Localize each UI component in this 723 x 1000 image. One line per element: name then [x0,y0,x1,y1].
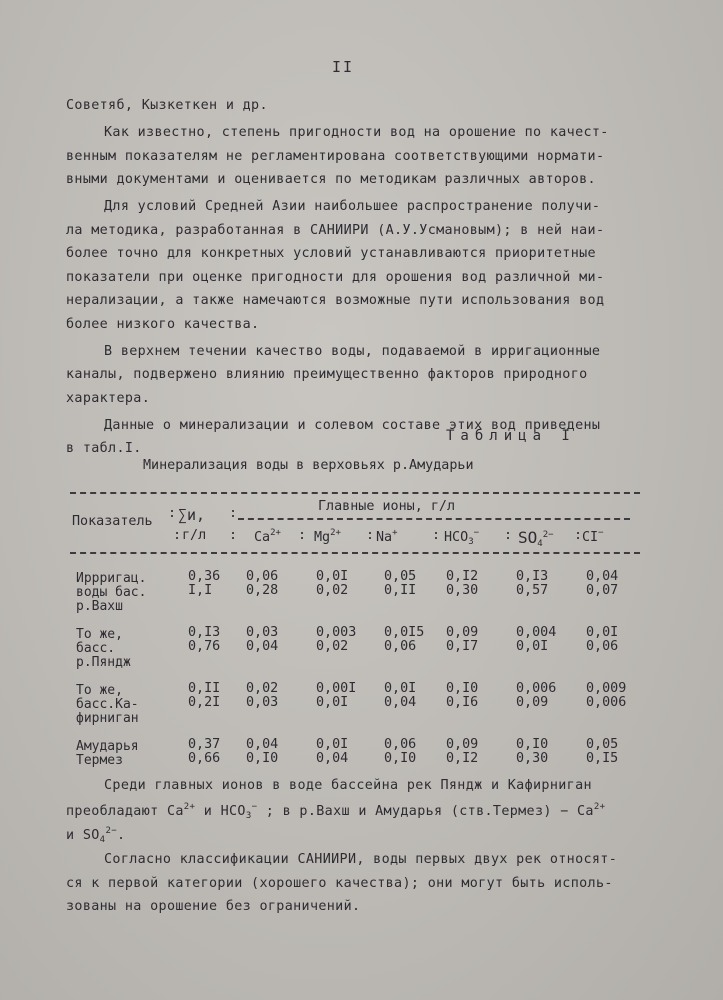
header-separator: : [229,528,238,543]
table-cell-mg: 0,0I 0,04 [316,737,349,766]
table-cell-so4: 0,I0 0,30 [516,737,549,766]
conclusion-line: зованы на орошение без ограничений. [66,899,361,914]
table-row-label: То же, басс. р.Пяндж [76,627,131,670]
paragraph-line: Как известно, степень пригодности вод на орошение по качест- [104,125,609,140]
paragraph-line: Для условий Средней Азии наибольшее распространение получи- [104,199,601,214]
table-row-label: То же, басс.Ка- фирниган [76,683,139,726]
header-separator: : [504,528,513,543]
table-row-label: Иррригац. воды бас. р.Вахш [76,571,147,614]
table-cell-sum: 0,36 I,I [188,569,221,598]
paragraph-line: характера. [66,390,151,406]
paragraph-line: более низкого качества. [66,316,260,332]
table-cell-hco3: 0,09 0,I2 [446,737,479,766]
conclusion-line: Согласно классификации САНИИРИ, воды первых двух рек относят- [104,852,618,867]
table-cell-cl: 0,0I 0,06 [586,625,619,654]
table-cell-cl: 0,05 0,I5 [586,737,619,766]
table-cell-na: 0,0I5 0,06 [384,625,425,654]
header-separator: : [173,528,182,543]
table-cell-hco3: 0,I0 0,I6 [446,681,479,710]
paragraph-line: каналы, подвержено влиянию преимущественно факторов природного [66,367,588,382]
table-label: Таблица I [446,428,576,444]
header-separator: : [168,506,177,521]
header-separator: : [298,528,307,543]
table-cell-so4: 0,004 0,0I [516,625,557,654]
table-cell-so4: 0,I3 0,57 [516,569,549,598]
table-cell-mg: 0,00I 0,0I [316,681,357,710]
header-cl: CI− [582,528,604,545]
table-caption: Минерализация воды в верховьях р.Амударьи [143,458,474,473]
table-cell-na: 0,0I 0,04 [384,681,417,710]
conclusion-line: и $SO_4^{2-}$. [66,826,126,845]
paragraph-line: в табл.I. [66,441,142,456]
table-cell-mg: 0,0I 0,02 [316,569,349,598]
header-separator: : [366,528,375,543]
paragraph-line: венным показателям не регламентирована соответствующими нормати- [66,148,605,164]
table-cell-ca: 0,02 0,03 [246,681,279,710]
conclusion-line: Среди главных ионов в воде бассейна рек Пяндж и Кафирниган [104,778,592,793]
table-header-rule [70,552,640,554]
table-cell-na: 0,06 0,I0 [384,737,417,766]
table-cell-hco3: 0,09 0,I7 [446,625,479,654]
header-sum-unit: г/л [182,528,207,543]
table-cell-sum: 0,II 0,2I [188,681,221,710]
paragraph-line: показатели при оценке пригодности для орошения вод различной ми- [66,269,605,285]
table-cell-ca: 0,04 0,I0 [246,737,279,766]
table-cell-sum: 0,37 0,66 [188,737,221,766]
paragraph-line: В верхнем течении качество воды, подаваемой в ирригационные [104,343,601,359]
paragraph-line: более точно для конкретных условий устанавливаются приоритетные [66,246,596,261]
table-row-label: Амударья Термез [76,739,139,768]
header-main-ions: Главные ионы, г/л [318,499,456,514]
paragraph-line: нерализации, а также намечаются возможные пути использования вод [66,293,605,308]
main-ions-rule [238,518,630,520]
table-cell-na: 0,05 0,II [384,569,417,598]
table-cell-sum: 0,I3 0,76 [188,625,221,654]
table-cell-hco3: 0,I2 0,30 [446,569,479,598]
conclusion-line: ся к первой категории (хорошего качества); они могут быть исполь- [66,875,613,891]
table-cell-ca: 0,06 0,28 [246,569,279,598]
table-cell-cl: 0,04 0,07 [586,569,619,598]
paragraph-line: Советяб, Кызкеткен и др. [66,98,268,113]
header-indicator: Показатель [72,514,153,529]
header-separator: : [229,506,238,521]
header-ca: $Ca^{2+}$ [254,528,281,545]
page-number: II [332,58,355,76]
paragraph-line: ла методика, разработанная в САНИИРИ (А.У.Усмановым); в ней наи- [66,222,605,238]
paragraph-line: Данные о минерализации и солевом составе этих вод приведены [104,417,601,433]
table-cell-mg: 0,003 0,02 [316,625,357,654]
table-top-rule [70,492,640,494]
table-cell-cl: 0,009 0,006 [586,681,627,710]
header-mg: $Mg^{2+}$ [314,528,341,545]
table-cell-so4: 0,006 0,09 [516,681,557,710]
header-separator: : [574,528,583,543]
header-na: Na+ [376,528,398,545]
conclusion-line: преобладают $Ca^{2+}$ и $HCO_3^-$ ; в р.Вахш и Амударья (ств.Термез) − $Ca^{2+}$ [66,802,606,821]
table-cell-ca: 0,03 0,04 [246,625,279,654]
header-hco3: $HCO_3^-$ [444,528,480,547]
header-so4: $SO_4^{2-}$ [518,528,554,549]
paragraph-line: вными документами и оценивается по методикам различных авторов. [66,172,596,187]
header-separator: : [432,528,441,543]
header-sum: ∑и, [178,506,206,524]
